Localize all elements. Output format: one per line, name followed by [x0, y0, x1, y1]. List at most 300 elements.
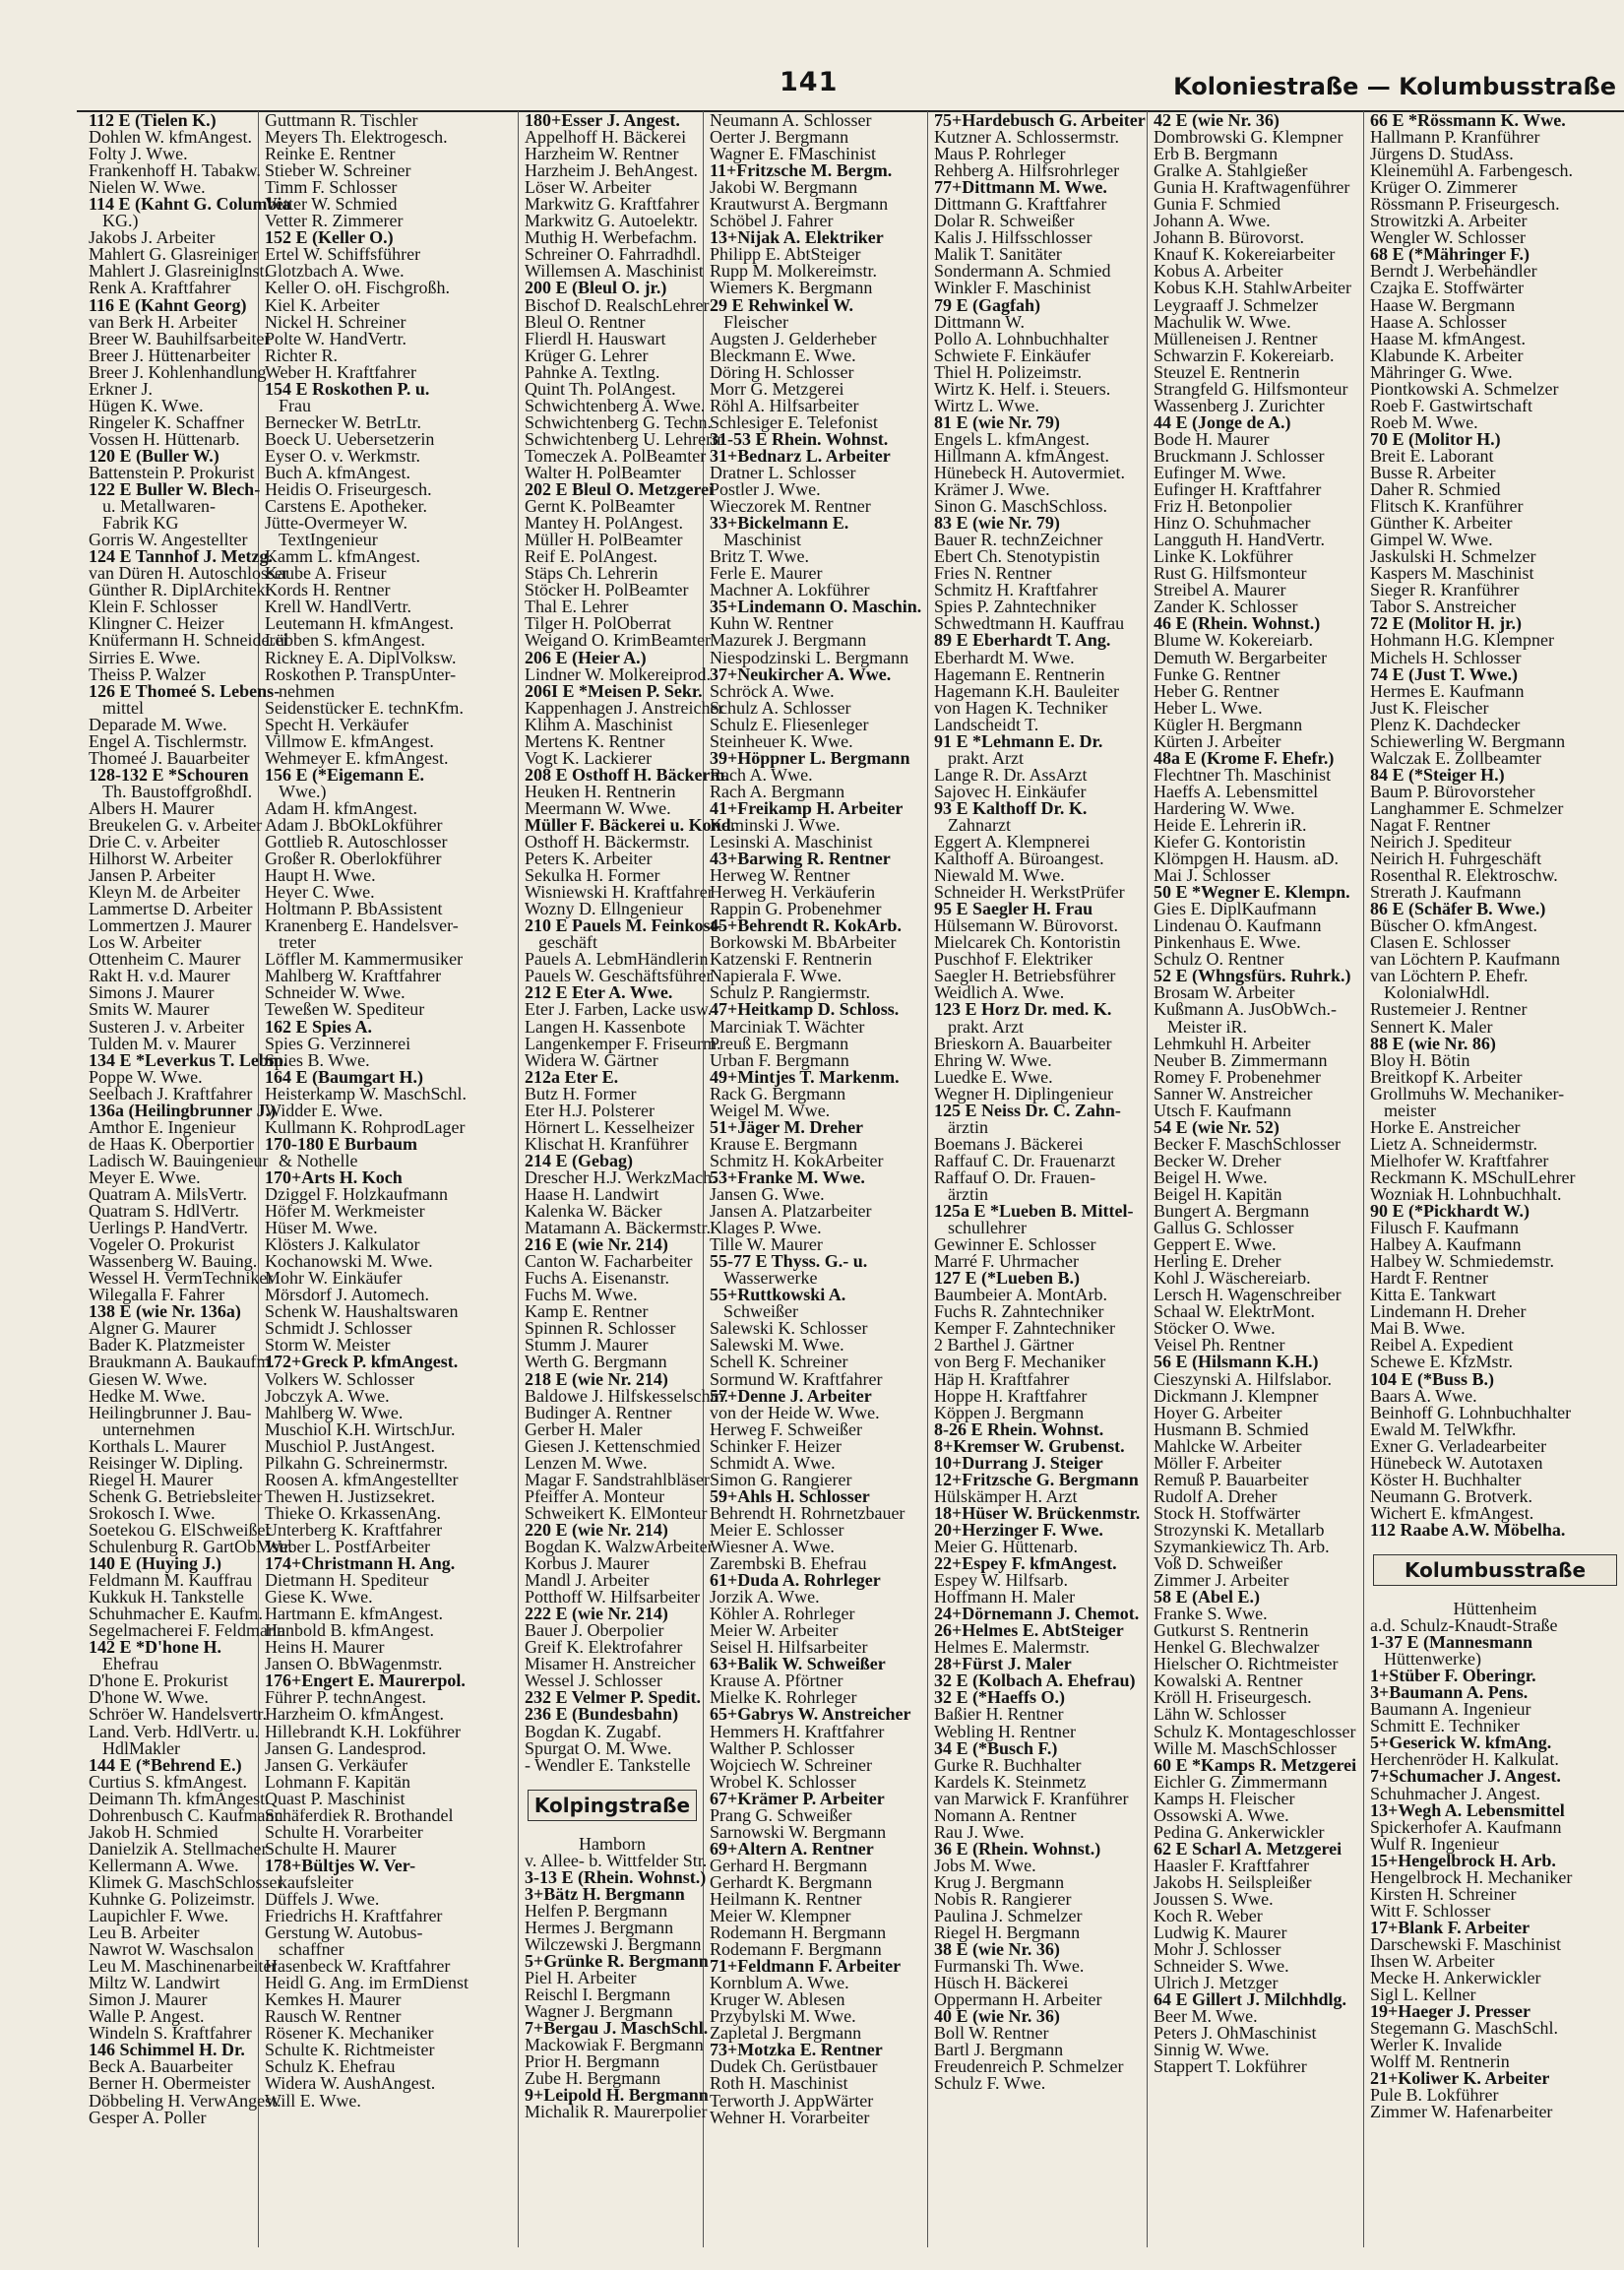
- resident-entry: Schulz F. Wwe.: [934, 2073, 1046, 2094]
- resident-entry: Kobus A. Arbeiter: [1154, 261, 1283, 282]
- resident-entry: Sajovec H. Einkäufer: [934, 781, 1087, 801]
- resident-entry: Reisinger W. Dipling.: [89, 1452, 243, 1473]
- resident-entry: Schröck A. Wwe.: [710, 680, 835, 701]
- house-number-entry: 15+Hengelbrock H. Arb.: [1370, 1850, 1556, 1870]
- house-number-entry: 55+Ruttkowski A.: [710, 1285, 846, 1305]
- resident-entry: TextIngenieur: [279, 530, 378, 550]
- resident-entry: Kleyn M. de Arbeiter: [89, 882, 240, 903]
- resident-entry: Boll W. Rentner: [934, 2023, 1049, 2044]
- resident-entry: Drescher H.J. WerkzMach.: [525, 1167, 717, 1187]
- house-number-entry: 1-37 E (Mannesmann: [1370, 1632, 1533, 1653]
- resident-entry: mittel: [102, 697, 144, 718]
- resident-entry: Blume W. Kokereiarb.: [1154, 630, 1313, 651]
- resident-entry: Heisterkamp W. MaschSchl.: [265, 1083, 467, 1103]
- resident-entry: Leygraaff J. Schmelzer: [1154, 294, 1319, 315]
- resident-entry: 2 Barthel J. Gärtner: [934, 1335, 1074, 1356]
- house-number-entry: 20+Herzinger F. Wwe.: [934, 1519, 1103, 1540]
- house-number-entry: 236 E (Bundesbahn): [525, 1704, 679, 1725]
- resident-entry: Schneider S. Wwe.: [1154, 1956, 1289, 1977]
- resident-entry: Markwitz G. Autoelektr.: [525, 211, 698, 231]
- resident-entry: Roskothen P. TranspUnter-: [265, 663, 457, 684]
- resident-entry: Dziggel F. Holzkaufmann: [265, 1184, 449, 1204]
- resident-entry: Katzenski F. Rentnerin: [710, 949, 873, 970]
- house-number-entry: 174+Christmann H. Ang.: [265, 1553, 456, 1574]
- resident-entry: Schulz E. Fliesenleger: [710, 714, 869, 734]
- resident-entry: Schwichtenberg G. Techn.: [525, 411, 713, 432]
- resident-entry: Piel H. Arbeiter: [525, 1968, 637, 1988]
- resident-entry: Giese K. Wwe.: [265, 1587, 373, 1608]
- resident-entry: Kitta E. Tankwart: [1370, 1285, 1496, 1305]
- resident-entry: Sanner W. Anstreicher: [1154, 1083, 1313, 1103]
- resident-entry: van Düren H. Autoschlosser: [89, 563, 288, 584]
- resident-entry: Meier W. Klempner: [710, 1906, 851, 1926]
- resident-entry: Rach A. Bergmann: [710, 781, 845, 801]
- resident-entry: Mähringer G. Wwe.: [1370, 361, 1513, 382]
- resident-entry: Bader K. Platzmeister: [89, 1335, 245, 1356]
- resident-entry: Jansen G. Verkäufer: [265, 1754, 408, 1775]
- house-number-entry: 1+Stüber F. Oberingr.: [1370, 1666, 1536, 1686]
- resident-entry: Lesinski A. Maschinist: [710, 832, 873, 852]
- resident-entry: Bauer R. technZeichner: [934, 530, 1103, 550]
- resident-entry: Bogdan K. WalzwArbeiter: [525, 1536, 714, 1556]
- house-number-entry: 202 E Bleul O. Metzgerei: [525, 479, 715, 500]
- house-number-entry: 39+Höppner L. Bergmann: [710, 747, 910, 768]
- resident-entry: Kamp E. Rentner: [525, 1301, 649, 1322]
- resident-entry: Smits W. Maurer: [89, 999, 210, 1020]
- resident-entry: Wirtz L. Wwe.: [934, 395, 1039, 415]
- resident-entry: Hünebeck W. Autotaxen: [1370, 1452, 1543, 1473]
- resident-entry: Laupichler F. Wwe.: [89, 1906, 229, 1926]
- resident-entry: Friz H. Betonpolier: [1154, 496, 1292, 517]
- resident-entry: Lübben S. kfmAngest.: [265, 630, 425, 651]
- resident-entry: Widera W. AushAngest.: [265, 2073, 436, 2094]
- resident-entry: Reinke E. Rentner: [265, 144, 396, 164]
- resident-entry: Hoppe H. Kraftfahrer: [934, 1385, 1088, 1406]
- resident-entry: Philipp E. AbtSteiger: [710, 244, 861, 265]
- resident-entry: Büscher O. kfmAngest.: [1370, 915, 1537, 936]
- resident-entry: Reischl I. Bergmann: [525, 1985, 671, 2005]
- resident-entry: Seisel H. Hilfsarbeiter: [710, 1637, 868, 1658]
- house-number-entry: 122 E Buller W. Blech-: [89, 479, 261, 500]
- resident-entry: Prang G. Schweißer: [710, 1804, 852, 1825]
- resident-entry: Mai J. Schlosser: [1154, 865, 1271, 886]
- resident-entry: de Haas K. Oberportier: [89, 1133, 254, 1154]
- resident-entry: Mohr W. Einkäufer: [265, 1268, 403, 1289]
- resident-entry: Schmitt E. Techniker: [1370, 1716, 1520, 1736]
- resident-entry: Jakobs J. Arbeiter: [89, 227, 216, 248]
- resident-entry: Vossen H. Hüttenarb.: [89, 428, 240, 449]
- resident-entry: Deparade M. Wwe.: [89, 714, 227, 734]
- house-number-entry: 120 E (Buller W.): [89, 445, 219, 466]
- resident-entry: Becker F. MaschSchlosser: [1154, 1133, 1342, 1154]
- resident-entry: Gorris W. Angestellter: [89, 530, 248, 550]
- resident-entry: Mielhofer W. Kraftfahrer: [1370, 1150, 1549, 1170]
- resident-entry: Jakob H. Schmied: [89, 1821, 219, 1842]
- resident-entry: Beer M. Wwe.: [1154, 2006, 1258, 2027]
- resident-entry: treter: [279, 932, 316, 953]
- resident-entry: Boeck U. Uebersetzerin: [265, 428, 435, 449]
- resident-entry: Breitkopf K. Arbeiter: [1370, 1066, 1523, 1087]
- resident-entry: Mazurek J. Bergmann: [710, 630, 867, 651]
- resident-entry: Witt F. Schlosser: [1370, 1900, 1491, 1921]
- resident-entry: Bleckmann E. Wwe.: [710, 345, 856, 365]
- resident-entry: Hüsch H. Bäckerei: [934, 1973, 1069, 1993]
- resident-entry: Muthig H. Werbefachm.: [525, 227, 698, 248]
- resident-entry: Thiel H. Polizeimstr.: [934, 361, 1082, 382]
- resident-entry: Schenk G. Betriebsleiter: [89, 1485, 263, 1506]
- resident-entry: Hüttenwerke): [1384, 1649, 1481, 1670]
- resident-entry: Jorzik A. Wwe.: [710, 1587, 820, 1608]
- directory-column: [89, 110, 293, 2127]
- house-number-entry: 140 E (Huying J.): [89, 1553, 222, 1574]
- resident-entry: Wilegalla F. Fahrer: [89, 1285, 225, 1305]
- resident-entry: Hedke M. Wwe.: [89, 1385, 206, 1406]
- resident-entry: Lehmkuhl H. Arbeiter: [1154, 1033, 1311, 1053]
- resident-entry: Tulden M. v. Maurer: [89, 1033, 236, 1053]
- resident-entry: Spies P. Zahntechniker: [934, 597, 1096, 617]
- resident-entry: Paulina J. Schmelzer: [934, 1906, 1083, 1926]
- resident-entry: Krämer J. Wwe.: [934, 479, 1050, 500]
- resident-entry: Schneider W. Wwe.: [265, 982, 406, 1003]
- resident-entry: Husmann B. Schmied: [1154, 1419, 1309, 1439]
- resident-entry: Haase M. kfmAngest.: [1370, 328, 1526, 348]
- resident-entry: Dohlen W. kfmAngest.: [89, 127, 252, 148]
- resident-entry: Land. Verb. HdlVertr. u.: [89, 1721, 260, 1741]
- resident-entry: Zapletal J. Bergmann: [710, 2023, 862, 2044]
- resident-entry: Rustemeier J. Rentner: [1370, 999, 1528, 1020]
- house-number-entry: 79 E (Gagfah): [934, 294, 1040, 315]
- house-number-entry: 116 E (Kahnt Georg): [89, 294, 247, 315]
- resident-entry: Bode H. Maurer: [1154, 428, 1270, 449]
- resident-entry: Brosam W. Arbeiter: [1154, 982, 1295, 1003]
- resident-entry: Hermes J. Bergmann: [525, 1917, 674, 1937]
- resident-entry: van Marwick F. Kranführer: [934, 1788, 1129, 1808]
- resident-entry: Jansen G. Wwe.: [710, 1184, 825, 1204]
- resident-entry: ärztin: [948, 1184, 988, 1204]
- resident-entry: Segelmacherei F. Feldmann: [89, 1620, 286, 1641]
- resident-entry: Pahnke A. Textlng.: [525, 361, 660, 382]
- resident-entry: Hasenbeck W. Kraftfahrer: [265, 1956, 451, 1977]
- resident-entry: Lähn W. Schlosser: [1154, 1704, 1286, 1725]
- resident-entry: Fuchs M. Wwe.: [525, 1285, 638, 1305]
- resident-entry: Marciniak T. Wächter: [710, 1016, 865, 1037]
- resident-entry: Schulz K. Ehefrau: [265, 2056, 396, 2077]
- resident-entry: Zander K. Schlosser: [1154, 597, 1298, 617]
- resident-entry: Ludwig K. Maurer: [1154, 1923, 1287, 1943]
- resident-entry: van Löchtern P. Ehefr.: [1370, 966, 1529, 986]
- resident-entry: Schulenburg R. GartObMstr.: [89, 1536, 293, 1556]
- house-number-entry: 95 E Saegler H. Frau: [934, 899, 1093, 919]
- resident-entry: Beigel H. Wwe.: [1154, 1167, 1268, 1187]
- resident-entry: Mülleneisen J. Rentner: [1154, 328, 1318, 348]
- resident-entry: Lindemann H. Dreher: [1370, 1301, 1527, 1322]
- resident-entry: Holtmann P. BbAssistent: [265, 899, 443, 919]
- resident-entry: Rau J. Wwe.: [934, 1821, 1025, 1842]
- resident-entry: Jansen P. Arbeiter: [89, 865, 216, 886]
- resident-entry: Th. BaustoffgroßhdI.: [102, 781, 253, 801]
- house-number-entry: 69+Altern A. Rentner: [710, 1838, 874, 1859]
- directory-column: [525, 110, 736, 2122]
- house-number-entry: 33+Bickelmann E.: [710, 513, 849, 534]
- resident-entry: Hoffmann H. Maler: [934, 1587, 1076, 1608]
- resident-entry: Leu B. Arbeiter: [89, 1923, 200, 1943]
- house-number-entry: 53+Franke M. Wwe.: [710, 1167, 865, 1187]
- resident-entry: Weber L. PostfArbeiter: [265, 1536, 430, 1556]
- directory-column: [1370, 112, 1620, 2120]
- resident-entry: Hardt F. Rentner: [1370, 1268, 1489, 1289]
- resident-entry: Meier E. Schlosser: [710, 1519, 844, 1540]
- resident-entry: Hörnert L. Kesselheizer: [525, 1116, 695, 1137]
- resident-entry: Jürgens D. StudAss.: [1370, 144, 1514, 164]
- resident-entry: Walczak E. Zollbeamter: [1370, 747, 1541, 768]
- house-number-entry: 38 E (wie Nr. 36): [934, 1939, 1060, 1960]
- resident-entry: Schenk W. Haushaltswaren: [265, 1301, 459, 1322]
- resident-entry: Wieczorek M. Rentner: [710, 496, 871, 517]
- resident-entry: Kalis J. Hilfsschlosser: [934, 227, 1093, 248]
- resident-entry: Schwichtenberg U. Lehrerin: [525, 428, 726, 449]
- resident-entry: Michels H. Schlosser: [1370, 647, 1522, 667]
- resident-entry: Baßier H. Rentner: [934, 1704, 1064, 1725]
- resident-entry: Britz T. Wwe.: [710, 546, 809, 567]
- resident-entry: Guttmann R. Tischler: [265, 110, 418, 130]
- resident-entry: Malik T. Sanitäter: [934, 244, 1062, 265]
- resident-entry: Lammertse D. Arbeiter: [89, 899, 253, 919]
- house-number-entry: 125 E Neiss Dr. C. Zahn-: [934, 1100, 1121, 1120]
- resident-entry: Frau: [279, 395, 311, 415]
- resident-entry: Peters K. Arbeiter: [525, 849, 653, 869]
- house-number-entry: 24+Dörnemann J. Chemot.: [934, 1604, 1140, 1624]
- resident-entry: Roosen A. kfmAngestellter: [265, 1469, 459, 1489]
- house-number-entry: 74 E (Just T. Wwe.): [1370, 663, 1519, 684]
- resident-entry: Wirtz K. Helf. i. Steuers.: [934, 378, 1111, 399]
- resident-entry: Czajka E. Stoffwärter: [1370, 278, 1525, 298]
- resident-entry: Gottlieb R. Autoschlosser: [265, 832, 448, 852]
- resident-entry: Filusch F. Kaufmann: [1370, 1218, 1520, 1238]
- resident-entry: Morr G. Metzgerei: [710, 378, 844, 399]
- house-number-entry: 75+Hardebusch G. Arbeiter: [934, 110, 1146, 130]
- house-number-entry: 63+Balik W. Schweißer: [710, 1654, 886, 1674]
- house-number-entry: 72 E (Molitor H. jr.): [1370, 613, 1522, 634]
- directory-column: [1154, 112, 1360, 2075]
- resident-entry: Wulf R. Ingenieur: [1370, 1833, 1499, 1854]
- resident-entry: Horke E. Anstreicher: [1370, 1116, 1521, 1137]
- resident-entry: Mandl J. Arbeiter: [525, 1570, 650, 1591]
- resident-entry: Brieskorn A. Bauarbeiter: [934, 1033, 1112, 1053]
- resident-entry: Bungert A. Bergmann: [1154, 1201, 1310, 1222]
- resident-entry: Kardels K. Steinmetz: [934, 1771, 1087, 1792]
- resident-entry: Gallus G. Schlosser: [1154, 1218, 1294, 1238]
- resident-entry: Flitsch K. Kranführer: [1370, 496, 1524, 517]
- resident-entry: Richter R.: [265, 345, 338, 365]
- resident-entry: Pilkahn G. Schreinermstr.: [265, 1452, 448, 1473]
- resident-entry: Muschiol K.H. WirtschJur.: [265, 1419, 456, 1439]
- resident-entry: Raffauf C. Dr. Frauenarzt: [934, 1150, 1116, 1170]
- resident-entry: Fleischer: [723, 311, 788, 332]
- column-divider: [927, 111, 928, 2247]
- house-number-entry: 31+Bednarz L. Arbeiter: [710, 445, 891, 466]
- resident-entry: Wehmeyer E. kfmAngest.: [265, 747, 449, 768]
- resident-entry: Döring H. Schlosser: [710, 361, 854, 382]
- resident-entry: Kochanowski M. Wwe.: [265, 1251, 433, 1272]
- resident-entry: Los W. Arbeiter: [89, 932, 202, 953]
- resident-entry: Harzheim J. BehAngest.: [525, 160, 698, 181]
- resident-entry: Ewald M. TelWkfhr.: [1370, 1419, 1517, 1439]
- resident-entry: Reif E. PolAngest.: [525, 546, 657, 567]
- house-number-entry: 44 E (Jonge de A.): [1154, 411, 1291, 432]
- resident-entry: Amthor E. Ingenieur: [89, 1116, 236, 1137]
- resident-entry: KG.): [102, 211, 139, 231]
- resident-entry: Löffler M. Kammermusiker: [265, 949, 464, 970]
- resident-entry: Roth H. Maschinist: [710, 2073, 848, 2094]
- resident-entry: Geppert E. Wwe.: [1154, 1234, 1277, 1255]
- resident-entry: Walther P. Schlosser: [710, 1737, 855, 1758]
- column-divider: [1363, 111, 1364, 2247]
- resident-entry: Haeffs A. Lebensmittel: [1154, 781, 1319, 801]
- resident-entry: Ladisch W. Bauingenieur: [89, 1150, 269, 1170]
- resident-entry: Spinnen R. Schlosser: [525, 1318, 676, 1339]
- resident-entry: Terworth J. AppWärter: [710, 2090, 874, 2111]
- house-number-entry: 45+Behrendt R. KokArb.: [710, 915, 902, 936]
- resident-entry: Mahlcke W. Arbeiter: [1154, 1435, 1302, 1456]
- resident-entry: Tille W. Maurer: [710, 1234, 823, 1255]
- resident-entry: Strowitzki A. Arbeiter: [1370, 211, 1528, 231]
- resident-entry: Dolar R. Schweißer: [934, 211, 1075, 231]
- house-number-entry: 66 E *Rössmann K. Wwe.: [1370, 110, 1566, 130]
- house-number-entry: 8+Kremser W. Grubenst.: [934, 1435, 1125, 1456]
- resident-entry: Sieger R. Kranführer: [1370, 580, 1520, 600]
- resident-entry: Mecke H. Ankerwickler: [1370, 1968, 1541, 1988]
- resident-entry: Zahnarzt: [948, 814, 1011, 835]
- resident-entry: von Berg F. Mechaniker: [934, 1352, 1106, 1372]
- resident-entry: Kukkuk H. Tankstelle: [89, 1587, 244, 1608]
- resident-entry: Roeb F. Gastwirtschaft: [1370, 395, 1533, 415]
- resident-entry: Langguth H. HandVertr.: [1154, 530, 1325, 550]
- resident-entry: Pule B. Lokführer: [1370, 2085, 1499, 2106]
- resident-entry: Machner A. Lokführer: [710, 580, 870, 600]
- resident-entry: Kaspers M. Maschinist: [1370, 563, 1534, 584]
- resident-entry: Mantey H. PolAngest.: [525, 513, 683, 534]
- resident-entry: Flierdl H. Hauswart: [525, 328, 666, 348]
- resident-entry: Krüger O. Zimmerer: [1370, 177, 1518, 198]
- resident-entry: Furmanski Th. Wwe.: [934, 1956, 1085, 1977]
- resident-entry: Haase W. Bergmann: [1370, 294, 1516, 315]
- house-number-entry: 136a (Heilingbrunner J.): [89, 1100, 277, 1120]
- resident-entry: Kirsten H. Schreiner: [1370, 1883, 1517, 1904]
- resident-entry: Kranenberg E. Handelsver-: [265, 915, 459, 936]
- resident-entry: Meier W. Arbeiter: [710, 1620, 839, 1641]
- resident-entry: Röhl A. Hilfsarbeiter: [710, 395, 859, 415]
- house-number-entry: 104 E (*Buss B.): [1370, 1368, 1495, 1389]
- resident-entry: kaufsleiter: [279, 1871, 353, 1892]
- resident-entry: Müller H. PolBeamter: [525, 530, 683, 550]
- resident-entry: Ringeler K. Schaffner: [89, 411, 245, 432]
- resident-entry: Werth G. Bergmann: [525, 1352, 667, 1372]
- resident-entry: Schulz A. Schlosser: [710, 697, 851, 718]
- resident-entry: Stock H. Stoffwärter: [1154, 1502, 1301, 1523]
- house-number-entry: 22+Espey F. kfmAngest.: [934, 1553, 1117, 1574]
- resident-entry: Lietz A. Schneidermstr.: [1370, 1133, 1537, 1154]
- resident-entry: Tomeczek A. PolBeamter: [525, 445, 707, 466]
- resident-entry: Neumann A. Schlosser: [710, 110, 872, 130]
- resident-entry: Wwe.): [279, 781, 327, 801]
- resident-entry: ärztin: [948, 1116, 988, 1137]
- house-number-entry: 81 E (wie Nr. 79): [934, 411, 1060, 432]
- resident-entry: Wichert E. kfmAngest.: [1370, 1502, 1534, 1523]
- resident-entry: Ebert Ch. Stenotypistin: [934, 546, 1100, 567]
- house-number-entry: Müller F. Bäckerei u. Kond.: [525, 814, 736, 835]
- house-number-entry: 144 E (*Behrend E.): [89, 1754, 242, 1775]
- resident-entry: Nielen W. Wwe.: [89, 177, 206, 198]
- resident-entry: Roeb M. Wwe.: [1370, 411, 1478, 432]
- resident-entry: Haupt H. Wwe.: [265, 865, 376, 886]
- resident-entry: Joussen S. Wwe.: [1154, 1888, 1274, 1909]
- house-number-entry: 112 E (Tielen K.): [89, 110, 217, 130]
- house-number-entry: 232 E Velmer P. Spedit.: [525, 1687, 702, 1708]
- house-number-entry: 60 E *Kamps R. Metzgerei: [1154, 1754, 1357, 1775]
- resident-entry: Krug J. Bergmann: [934, 1871, 1065, 1892]
- resident-entry: Beck A. Bauarbeiter: [89, 2056, 233, 2077]
- house-number-entry: 64 E Gillert J. Milchhdlg.: [1154, 1989, 1346, 2010]
- resident-entry: Neirich H. Fuhrgeschäft: [1370, 849, 1542, 869]
- house-number-entry: 56 E (Hilsmann K.H.): [1154, 1352, 1319, 1372]
- resident-entry: Rakt H. v.d. Maurer: [89, 966, 230, 986]
- resident-entry: Rust G. Hilfsmonteur: [1154, 563, 1307, 584]
- resident-entry: Stöcker O. Wwe.: [1154, 1318, 1276, 1339]
- resident-entry: Eberhardt M. Wwe.: [934, 647, 1075, 667]
- resident-entry: Weidlich A. Wwe.: [934, 982, 1065, 1003]
- resident-entry: Hemmers H. Kraftfahrer: [710, 1721, 885, 1741]
- resident-entry: Quast P. Maschinist: [265, 1788, 406, 1808]
- resident-entry: Schneider H. WerkstPrüfer: [934, 882, 1125, 903]
- resident-entry: Wolff M. Rentnerin: [1370, 2051, 1510, 2072]
- resident-entry: Kröll H. Friseurgesch.: [1154, 1687, 1312, 1708]
- house-number-entry: 170+Arts H. Koch: [265, 1167, 403, 1187]
- house-number-entry: 176+Engert E. Maurerpol.: [265, 1671, 466, 1691]
- resident-entry: Bauer J. Oberpolier: [525, 1620, 664, 1641]
- resident-entry: Rudolf A. Dreher: [1154, 1485, 1278, 1506]
- resident-entry: Döbbeling H. VerwAngest.: [89, 2090, 281, 2111]
- resident-entry: Przybylski M. Wwe.: [710, 2006, 856, 2027]
- resident-entry: Appelhoff H. Bäckerei: [525, 127, 687, 148]
- resident-entry: Führer P. technAngest.: [265, 1687, 426, 1708]
- resident-entry: Bogdan K. Zugabf.: [525, 1721, 661, 1741]
- house-number-entry: 51+Jäger M. Dreher: [710, 1116, 864, 1137]
- resident-entry: Franke S. Wwe.: [1154, 1604, 1268, 1624]
- resident-entry: Canton W. Facharbeiter: [525, 1251, 693, 1272]
- resident-entry: Lommertzen J. Maurer: [89, 915, 252, 936]
- resident-entry: Walle P. Angest.: [89, 2006, 205, 2027]
- resident-entry: Lohmann F. Kapitän: [265, 1771, 411, 1792]
- resident-entry: Unterberg K. Kraftfahrer: [265, 1519, 443, 1540]
- resident-entry: Niespodzinski L. Bergmann: [710, 647, 909, 667]
- resident-entry: Curtius S. kfmAngest.: [89, 1771, 248, 1792]
- resident-entry: Lindenau O. Kaufmann: [1154, 915, 1322, 936]
- resident-entry: Dombrowski G. Klempner: [1154, 127, 1343, 148]
- resident-entry: Volkers W. Schlosser: [265, 1368, 415, 1389]
- resident-entry: Ulrich J. Metzger: [1154, 1973, 1279, 1993]
- resident-entry: Beigel H. Kapitän: [1154, 1184, 1282, 1204]
- resident-entry: Knüfermann H. Schneiderei: [89, 630, 288, 651]
- resident-entry: Hoyer G. Arbeiter: [1154, 1402, 1282, 1422]
- resident-entry: Hallmann P. Kranführer: [1370, 127, 1540, 148]
- resident-entry: Wiesner A. Wwe.: [710, 1536, 835, 1556]
- resident-entry: Sennert K. Maler: [1370, 1016, 1493, 1037]
- resident-entry: Puschhof F. Elektriker: [934, 949, 1093, 970]
- resident-entry: Rössmann P. Friseurgesch.: [1370, 194, 1560, 215]
- resident-entry: Salewski M. Wwe.: [710, 1335, 844, 1356]
- column-divider: [518, 111, 519, 2247]
- resident-entry: Seelbach J. Kraftfahrer: [89, 1083, 253, 1103]
